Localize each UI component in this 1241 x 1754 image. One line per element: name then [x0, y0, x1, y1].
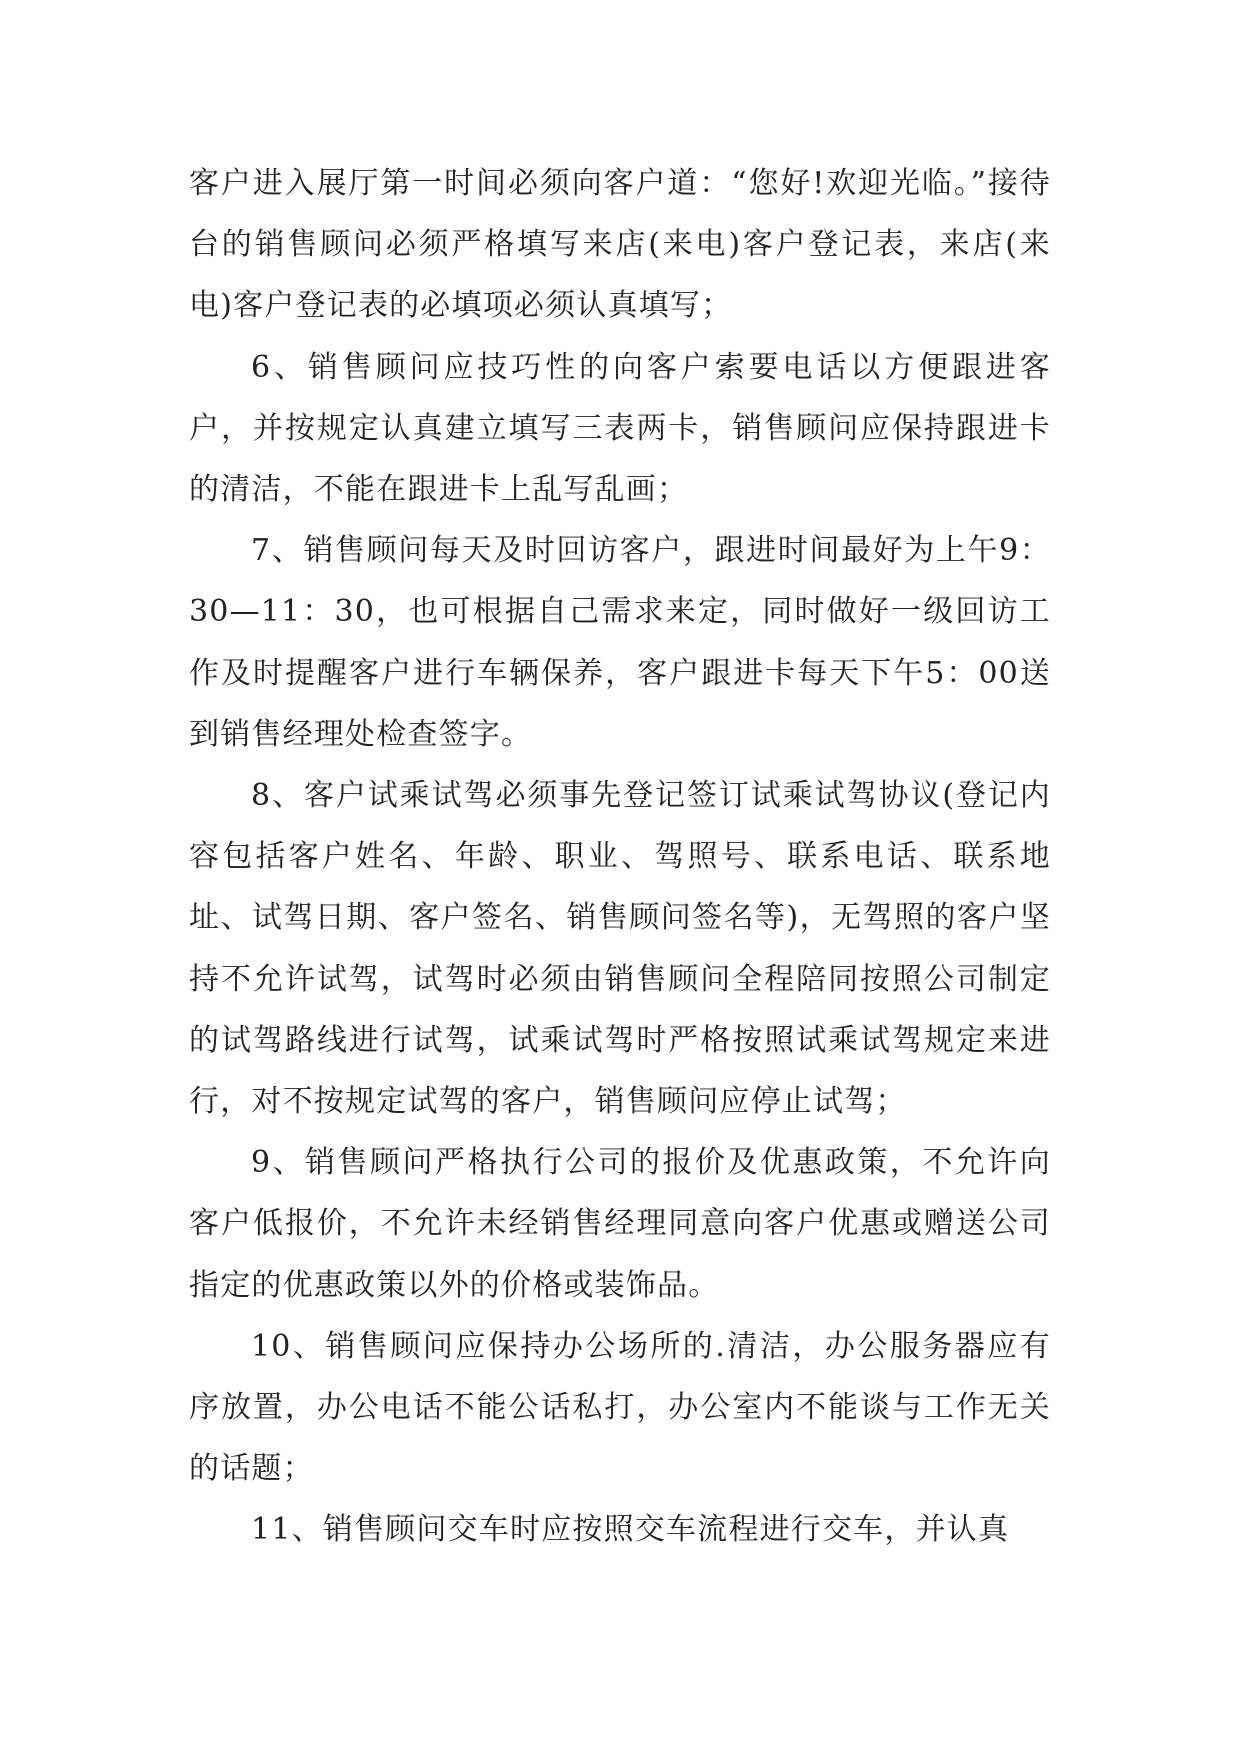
paragraph-item-8: 8、客户试乘试驾必须事先登记签订试乘试驾协议(登记内容包括客户姓名、年龄、职业、驾照号、联系电话、联系地址、试驾日期、客户签名、销售顾问签名等)，无驾照的客户坚持不允许试驾，试驾时必须由销售顾问全程陪同按照公司制定的试驾路线进行试驾，试乘试驾时严格按照试乘试驾规定来进行，对不按规定试驾的客户，销售顾问应停止试驾； [189, 778, 1051, 1120]
paragraph-item-9: 9、销售顾问严格执行公司的报价及优惠政策，不允许向客户低报价，不允许未经销售经理同意向客户优惠或赠送公司指定的优惠政策以外的价格或装饰品。 [189, 1145, 1051, 1303]
paragraph-item-10: 10、销售顾问应保持办公场所的.清洁，办公服务器应有序放置，办公电话不能公话私打，办公室内不能谈与工作无关的话题； [189, 1328, 1051, 1487]
document-body [189, 153, 1051, 1561]
paragraph-item-7: 7、销售顾问每天及时回访客户，跟进时间最好为上午9：30—11：30，也可根据自己需求来定，同时做好一级回访工作及时提醒客户进行车辆保养，客户跟进卡每天下午5：00送到销售经理处检查签字。 [189, 533, 1051, 752]
paragraph-item-11: 11、销售顾问交车时应按照交车流程进行交车，并认真 [251, 1512, 1010, 1548]
paragraph-item-6: 6、销售顾问应技巧性的向客户索要电话以方便跟进客户，并按规定认真建立填写三表两卡，销售顾问应保持跟进卡的清洁，不能在跟进卡上乱写乱画； [189, 349, 1051, 508]
paragraph-reception: 客户进入展厅第一时间必须向客户道：“您好!欢迎光临。”接待台的销售顾问必须严格填写来店(来电)客户登记表，来店(来电)客户登记表的必填项必须认真填写； [189, 166, 1051, 324]
